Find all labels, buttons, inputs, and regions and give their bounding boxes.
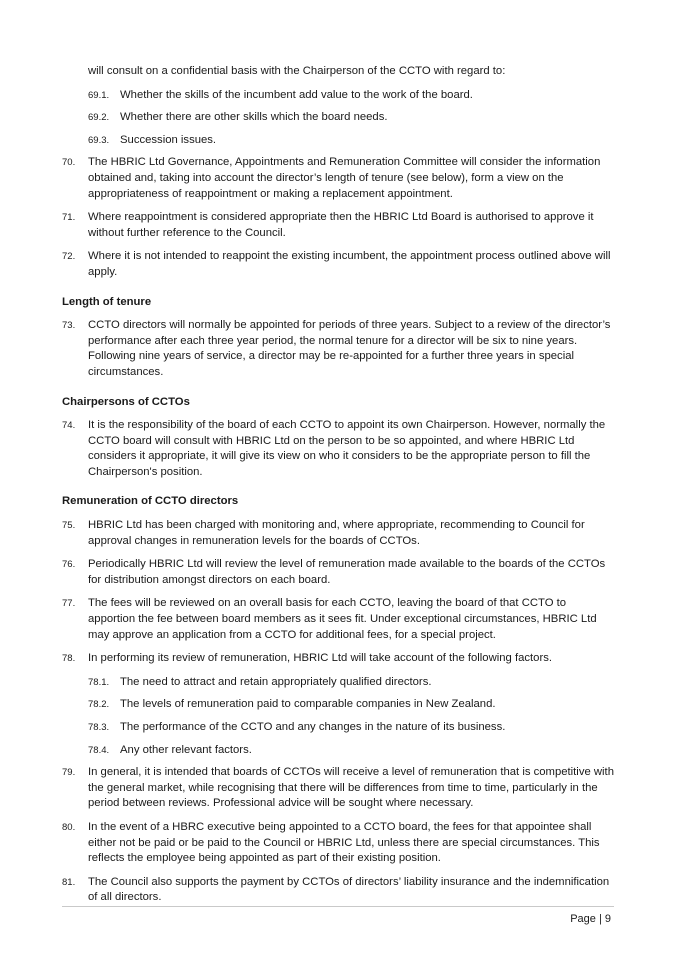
sub-item-text: The need to attract and retain appropriately qualified directors. (120, 675, 432, 688)
sub-item-number: 78.2. (88, 699, 110, 711)
paragraph-number: 77. (62, 598, 76, 610)
sub-item-text: The performance of the CCTO and any changes in the nature of its business. (120, 721, 506, 733)
paragraph-text: Where it is not intended to reappoint the existing incumbent, the appointment process outlined above will apply. (88, 250, 611, 278)
paragraph-text: Periodically HBRIC Ltd will review the level of remuneration made available to the boards of the CCTOs for distribution amongst directors on each board. (88, 558, 606, 586)
sub-item-text: Succession issues. (120, 133, 217, 146)
sub-item-text: Whether there are other skills which the board needs. (120, 111, 388, 124)
sub-item-78-1 (88, 675, 614, 691)
paragraph-number: 76. (62, 559, 76, 571)
sub-item-78-3 (88, 720, 614, 736)
sub-item-text: The levels of remuneration paid to comparable companies in New Zealand. (120, 698, 496, 711)
paragraph-71 (62, 210, 614, 241)
paragraph-number: 73. (62, 320, 76, 332)
paragraph-text: Where reappointment is considered appropriate then the HBRIC Ltd Board is authorised to approve it without further reference to the Council. (88, 211, 594, 239)
paragraph-number: 72. (62, 251, 76, 263)
paragraph-text: In general, it is intended that boards of CCTOs will receive a level of remuneration that is competitive with the general market, while recognising that there will be differences from time to time, particularly in the period between reviews. Professional advice will be sought where necessary. (88, 766, 614, 810)
paragraph-70 (62, 155, 614, 202)
sub-item-69-1 (88, 88, 614, 104)
paragraph-number: 70. (62, 157, 76, 169)
paragraph-number: 74. (62, 420, 76, 432)
sub-item-number: 78.3. (88, 722, 110, 733)
paragraph-74 (62, 418, 614, 480)
sub-item-78-2 (88, 697, 614, 713)
paragraph-number: 79. (62, 767, 76, 779)
lead-paragraph: will consult on a confidential basis with the Chairperson of the CCTO with regard to: (88, 65, 506, 77)
sub-item-number: 69.1. (88, 89, 110, 101)
paragraph-number: 78. (62, 653, 76, 665)
footer-divider (62, 906, 614, 907)
paragraph-78 (62, 651, 614, 667)
paragraph-number: 75. (62, 520, 76, 532)
paragraph-75 (62, 518, 614, 549)
paragraph-text: In performing its review of remuneration, HBRIC Ltd will take account of the following factors. (88, 652, 553, 665)
section-heading-tenure: Length of tenure (62, 295, 152, 308)
paragraph-text: CCTO directors will normally be appointed for periods of three years. Subject to a review of the director’s performance after each three year period, the normal tenure for a director will be six to nine years. Following nine years of service, a director may be re-appointed for a further three years in special circumstances. (88, 319, 611, 378)
paragraph-72 (62, 249, 614, 280)
sub-item-number: 78.4. (88, 744, 110, 756)
document-body (62, 64, 614, 914)
section-heading-chairpersons: Chairpersons of CCTOs (62, 395, 190, 408)
paragraph-number: 81. (62, 876, 76, 888)
paragraph-number: 80. (62, 821, 76, 833)
paragraph-text: HBRIC Ltd has been charged with monitoring and, where appropriate, recommending to Council for approval changes in remuneration levels for the boards of CCTOs. (88, 519, 585, 547)
paragraph-73 (62, 318, 614, 380)
paragraph-text: The fees will be reviewed on an overall basis for each CCTO, leaving the board of that CCTO to apportion the fee between board members as it sees fit. Under exceptional circumstances, HBRIC Ltd may approve an application from a CCTO for additional fees, for a special project. (88, 597, 597, 641)
sub-item-69-3 (88, 133, 614, 149)
sub-item-69-2 (88, 110, 614, 126)
sub-item-text: Whether the skills of the incumbent add value to the work of the board. (120, 88, 473, 101)
paragraph-text: The HBRIC Ltd Governance, Appointments and Remuneration Committee will consider the information obtained and, taking into account the director’s length of tenure (see below), form a view on the appropriateness of reappointment or making a replacement appointment. (88, 156, 601, 200)
sub-item-number: 78.1. (88, 676, 110, 688)
paragraph-text: In the event of a HBRC executive being appointed to a CCTO board, the fees for that appointee shall either not be paid or be paid to the Council or HBRIC Ltd, unless there are special circumstances. This reflects the employee being appointed as part of their existing position. (88, 820, 600, 865)
paragraph-79 (62, 765, 614, 812)
paragraph-number: 71. (62, 212, 76, 224)
paragraph-76 (62, 557, 614, 588)
paragraph-text: The Council also supports the payment by CCTOs of directors’ liability insurance and the indemnification of all directors. (88, 875, 610, 904)
sub-item-number: 69.2. (88, 112, 110, 124)
paragraph-77 (62, 596, 614, 643)
page-number: Page | 9 (570, 913, 611, 925)
paragraph-text: It is the responsibility of the board of each CCTO to appoint its own Chairperson. However, normally the CCTO board will consult with HBRIC Ltd on the person to be so appointed, and where HBRIC Ltd considers it appropriate, it will give its view on who it considers to be the appropriate person to fill the Chairperson's position. (88, 419, 606, 478)
sub-item-text: Any other relevant factors. (120, 743, 252, 756)
sub-item-number: 69.3. (88, 134, 110, 146)
sub-item-78-4 (88, 743, 614, 759)
section-heading-remuneration: Remuneration of CCTO directors (62, 495, 239, 508)
paragraph-81 (62, 875, 614, 906)
paragraph-80 (62, 820, 614, 867)
